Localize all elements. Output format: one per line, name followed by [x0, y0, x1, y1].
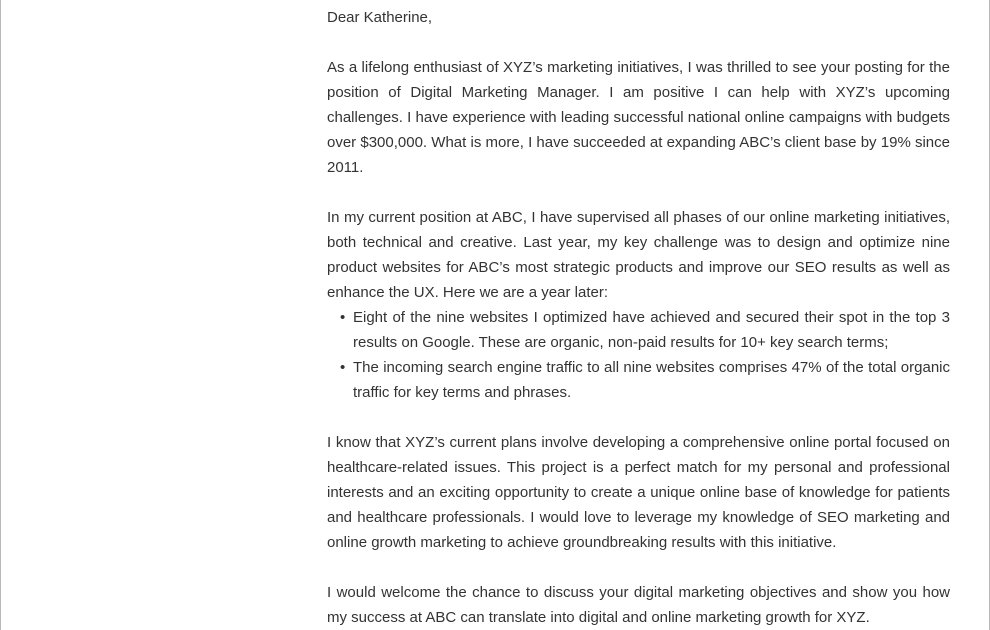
list-item-text: Eight of the nine websites I optimized have achieved and secured their spot in the top 3 results on Google. These are organic, non-paid results for 10+ key search terms;	[353, 309, 950, 351]
list-item-text: The incoming search engine traffic to all nine websites comprises 47% of the total organic traffic for key terms and phrases.	[353, 359, 950, 401]
letter-paragraph-current-position: In my current position at ABC, I have supervised all phases of our online marketing initiatives, both technical and creative. Last year, my key challenge was to design and optimize nine product websites for ABC’s most strategic products and improve our SEO results as well as enhance the UX. Here we are a year later:	[327, 209, 950, 301]
list-item	[327, 305, 950, 355]
bullet-icon: •	[340, 309, 346, 326]
achievements-list	[327, 305, 950, 405]
letter-paragraph-closing: I would welcome the chance to discuss your digital marketing objectives and show you how my success at ABC can translate into digital and online marketing growth for XYZ.	[327, 584, 950, 626]
letter-greeting: Dear Katherine,	[327, 9, 433, 26]
cover-letter-body	[327, 5, 950, 630]
letter-paragraph-company-plans: I know that XYZ’s current plans involve developing a comprehensive online portal focused on healthcare-related issues. This project is a perfect match for my personal and professional interests and an exciting opportunity to create a unique online base of knowledge for patients and healthcare professionals. I would love to leverage my knowledge of SEO marketing and online growth marketing to achieve groundbreaking results with this initiative.	[327, 434, 950, 551]
list-item	[327, 355, 950, 405]
letter-paragraph-intro: As a lifelong enthusiast of XYZ’s marketing initiatives, I was thrilled to see your posting for the position of Digital Marketing Manager. I am positive I can help with XYZ’s upcoming challenges. I have experience with leading successful national online campaigns with budgets over $300,000. What is more, I have succeeded at expanding ABC’s client base by 19% since 2011.	[327, 59, 950, 176]
bullet-icon: •	[340, 359, 346, 376]
